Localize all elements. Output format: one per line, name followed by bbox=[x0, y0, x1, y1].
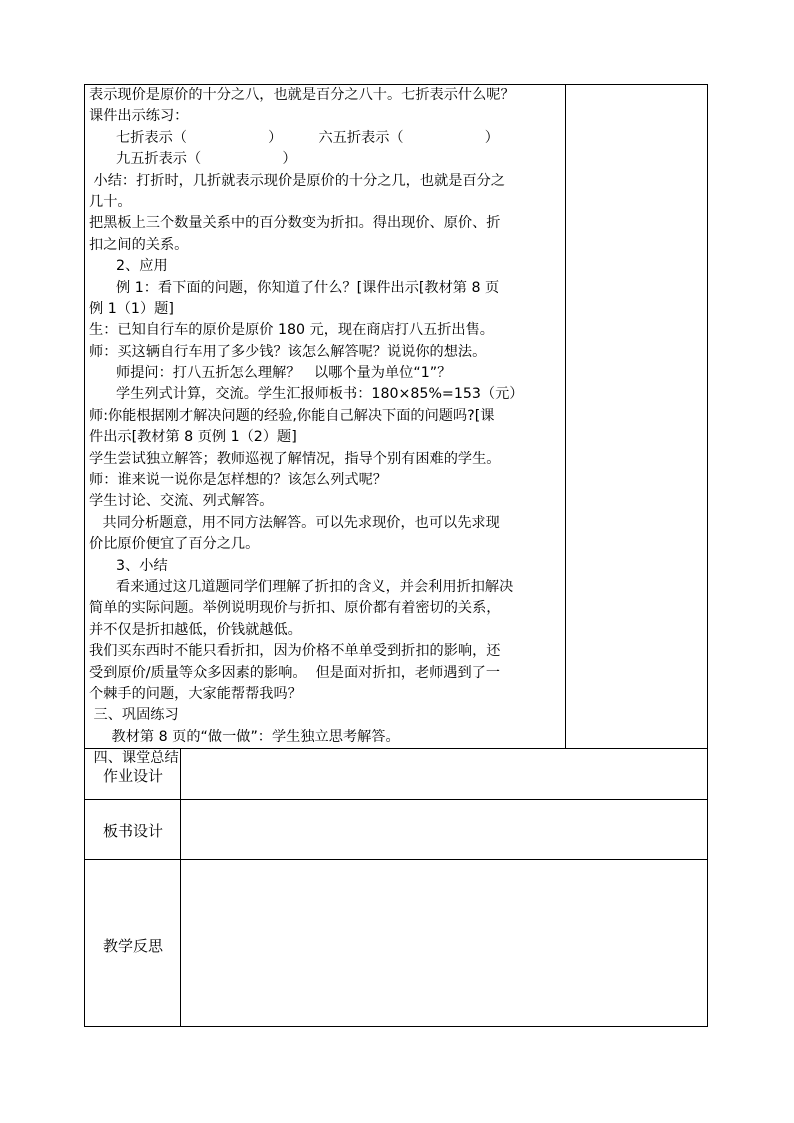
content-line: 学生列式计算，交流。学生汇报师板书：180×85%=153（元） bbox=[89, 386, 524, 403]
content-line: 受到原价/质量等众多因素的影响。 但是面对折扣，老师遇到了一 bbox=[89, 664, 501, 681]
content-line: 师提问：打八五折怎么理解？ 以哪个量为单位“1”？ bbox=[89, 365, 452, 382]
lesson-plan-table bbox=[84, 84, 708, 1027]
content-line: 价比原价便宜了百分之几。 bbox=[89, 536, 260, 553]
content-line: 扣之间的关系。 bbox=[89, 236, 189, 253]
content-line: 师：买这辆自行车用了多少钱？该怎么解答呢？说说你的想法。 bbox=[89, 343, 487, 360]
content-line: 个棘手的问题，大家能帮帮我吗？ bbox=[89, 685, 302, 702]
content-line: 3、小结 bbox=[89, 557, 168, 574]
content-line: 把黑板上三个数量关系中的百分数变为折扣。得出现价、原价、折 bbox=[89, 215, 501, 232]
content-line: 2、应用 bbox=[89, 258, 168, 275]
content-line: 并不仅是折扣越低，价钱就越低。 bbox=[89, 621, 302, 638]
content-line: 学生尝试独立解答；教师巡视了解情况，指导个别有困难的学生。 bbox=[89, 450, 501, 467]
content-line: 七折表示（ ） 六五折表示（ ） bbox=[89, 129, 499, 146]
content-line: 件出示[教材第 8 页例 1（2）题] bbox=[89, 429, 297, 446]
content-line: 生：已知自行车的原价是原价 180 元，现在商店打八五折出售。 bbox=[89, 322, 494, 339]
board-design-label: 板书设计 bbox=[102, 822, 163, 840]
label-column-divider bbox=[180, 748, 181, 1026]
content-line: 九五折表示（ ） bbox=[89, 151, 297, 168]
content-line: 简单的实际问题。举例说明现价与折扣、原价都有着密切的关系， bbox=[89, 600, 501, 617]
lesson-content bbox=[89, 85, 567, 770]
content-line: 共同分析题意，用不同方法解答。可以先求现价，也可以先求现 bbox=[89, 514, 500, 531]
content-line: 教材第 8 页的“做一做”：学生独立思考解答。 bbox=[89, 728, 400, 745]
content-line: 课件出示练习： bbox=[89, 108, 189, 125]
row-divider-2 bbox=[85, 799, 707, 800]
content-line: 例 1：看下面的问题，你知道了什么？[课件出示[教材第 8 页 bbox=[89, 279, 500, 296]
content-line: 我们买东西时不能只看折扣，因为价格不单单受到折扣的影响，还 bbox=[89, 643, 501, 660]
content-line: 师：谁来说一说你是怎样想的？该怎么列式呢？ bbox=[89, 472, 387, 489]
content-line: 表示现价是原价的十分之八，也就是百分之八十。七折表示什么呢？ bbox=[89, 87, 515, 103]
content-line: 三、巩固练习 bbox=[89, 707, 179, 724]
content-line: 学生讨论、交流、列式解答。 bbox=[89, 493, 274, 510]
row-divider-3 bbox=[85, 859, 707, 860]
content-line: 看来通过这几道题同学们理解了折扣的含义，并会利用折扣解决 bbox=[89, 578, 514, 595]
teaching-reflection-label: 教学反思 bbox=[102, 937, 163, 955]
content-line: 几十。 bbox=[89, 193, 132, 210]
content-line: 小结：打折时，几折就表示现价是原价的十分之几，也就是百分之 bbox=[89, 172, 505, 189]
content-line: 师:你能根据刚才解决问题的经验,你能自己解决下面的问题吗?[课 bbox=[89, 407, 495, 424]
homework-design-label: 作业设计 bbox=[102, 767, 163, 785]
content-line: 例 1（1）题] bbox=[89, 300, 174, 317]
content-line: 四、课堂总结 bbox=[89, 750, 179, 767]
